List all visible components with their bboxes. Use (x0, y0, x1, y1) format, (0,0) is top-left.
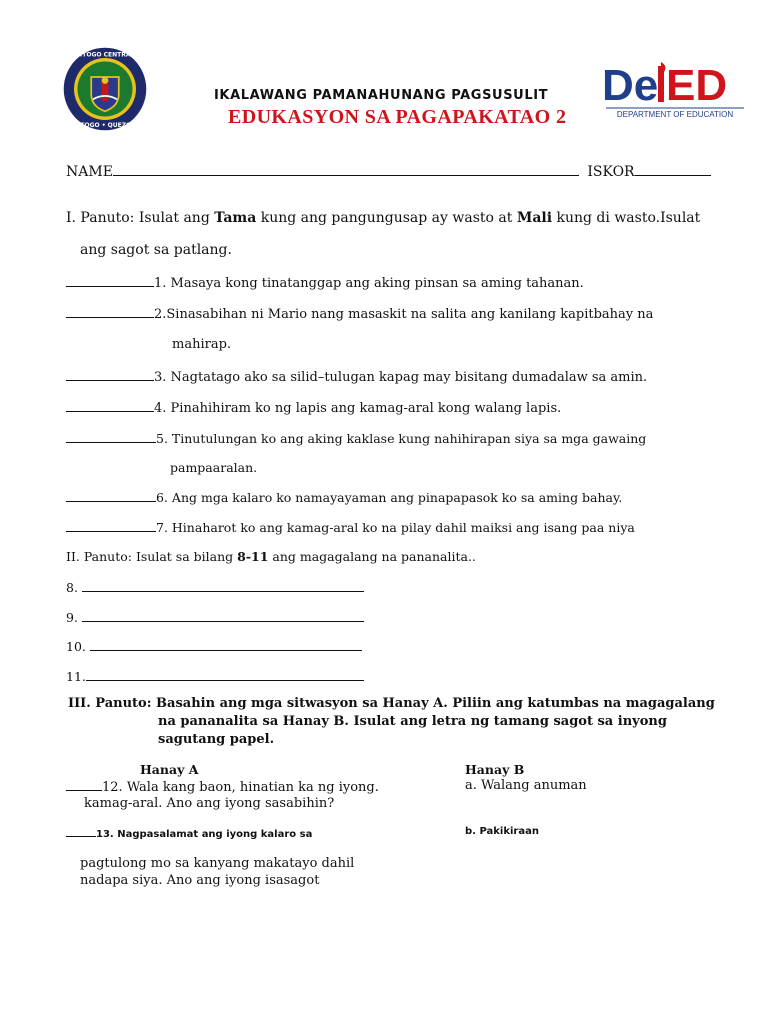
answer-blank[interactable] (66, 430, 156, 443)
q13-line3: nadapa siya. Ano ang iyong isasagot (80, 873, 320, 888)
subject-title: EDUKASYON SA PAGAPAKATAO 2 (228, 106, 567, 128)
list-item-continuation: pampaaralan. (170, 460, 258, 475)
svg-text:PITOGO CENTRAL: PITOGO CENTRAL (75, 51, 135, 59)
list-item: 4. Pinahihiram ko ng lapis ang kamag-aral kong walang lapis. (66, 399, 561, 416)
exam-title: IKALAWANG PAMANAHUNANG PAGSUSULIT (214, 88, 549, 103)
answer-blank[interactable] (66, 399, 154, 412)
answer-line[interactable] (82, 579, 364, 592)
list-item: 3. Nagtatago ako sa silid–tulugan kapag may bisitang dumadalaw sa amin. (66, 368, 647, 385)
choice-a: a. Walang anuman (465, 778, 587, 793)
answer-blank[interactable] (66, 826, 96, 837)
list-item: 10. (66, 638, 362, 654)
answer-line[interactable] (90, 638, 362, 651)
part1-instructions (66, 210, 700, 226)
list-item: 8. (66, 579, 364, 595)
part3-instr-line1: III. Panuto: Basahin ang mga sitwasyon sa Hanay A. Piliin ang katumbas na magagalang (68, 696, 715, 711)
q13-line1: 13. Nagpasalamat ang iyong kalaro sa (66, 826, 312, 840)
svg-text:PITOGO • QUEZON: PITOGO • QUEZON (73, 121, 137, 129)
q12-line2: kamag-aral. Ano ang iyong sasabihin? (84, 796, 335, 811)
answer-line[interactable] (82, 609, 364, 622)
svg-text:DEPARTMENT OF EDUCATION: DEPARTMENT OF EDUCATION (616, 110, 734, 119)
svg-text:ED: ED (666, 61, 728, 110)
answer-blank[interactable] (66, 368, 154, 381)
list-item: 6. Ang mga kalaro ko namayayaman ang pinapapasok ko sa aming bahay. (66, 489, 622, 505)
name-row (66, 163, 711, 180)
answer-blank[interactable] (66, 778, 102, 791)
q12-line1: 12. Wala kang baon, hinatian ka ng iyong. (66, 778, 379, 795)
column-a-heading: Hanay A (140, 762, 199, 777)
answer-blank[interactable] (66, 274, 154, 287)
q13-line2: pagtulong mo sa kanyang makatayo dahil (80, 856, 355, 871)
answer-line[interactable] (86, 668, 364, 681)
list-item: 11. (66, 668, 364, 684)
part1-instr-end: kung di wasto.Isulat (552, 210, 701, 226)
list-item: 5. Tinutulungan ko ang aking kaklase kung nahihirapan siya sa mga gawaing (66, 430, 646, 446)
part3-instr-line3: sagutang papel. (158, 732, 275, 747)
deped-logo (602, 58, 748, 120)
list-item: 1. Masaya kong tinatanggap ang aking pinsan sa aming tahanan. (66, 274, 584, 291)
name-label: NAME (66, 164, 113, 180)
part3-instr-line2: na pananalita sa Hanay B. Isulat ang letra ng tamang sagot sa inyong (158, 714, 667, 729)
part1-instr-mid: kung ang pangungusap ay wasto at (256, 210, 517, 226)
mali-keyword: Mali (516, 210, 553, 226)
part2-instructions: II. Panuto: Isulat sa bilang 8-11 ang magagalang na pananalita.. (66, 549, 476, 564)
score-field[interactable] (635, 163, 711, 176)
name-field[interactable] (113, 163, 579, 176)
answer-blank[interactable] (66, 489, 156, 502)
part1-instr-prefix: I. Panuto: Isulat ang (66, 210, 215, 226)
answer-blank[interactable] (66, 305, 154, 318)
school-seal-logo (62, 46, 148, 132)
list-item: 2.Sinasabihan ni Mario nang masaskit na salita ang kanilang kapitbahay na (66, 305, 653, 322)
list-item: 9. (66, 609, 364, 625)
choice-b: b. Pakikiraan (465, 826, 539, 837)
range-keyword: 8-11 (237, 549, 269, 564)
list-item-continuation: mahirap. (172, 337, 232, 352)
column-b-heading: Hanay B (465, 762, 525, 777)
tama-keyword: Tama (214, 210, 257, 226)
part1-instr-line2: ang sagot sa patlang. (80, 242, 232, 258)
answer-blank[interactable] (66, 519, 156, 532)
list-item: 7. Hinaharot ko ang kamag-aral ko na pilay dahil maiksi ang isang paa niya (66, 519, 635, 535)
score-label: ISKOR (587, 164, 635, 180)
svg-text:De: De (602, 61, 659, 110)
